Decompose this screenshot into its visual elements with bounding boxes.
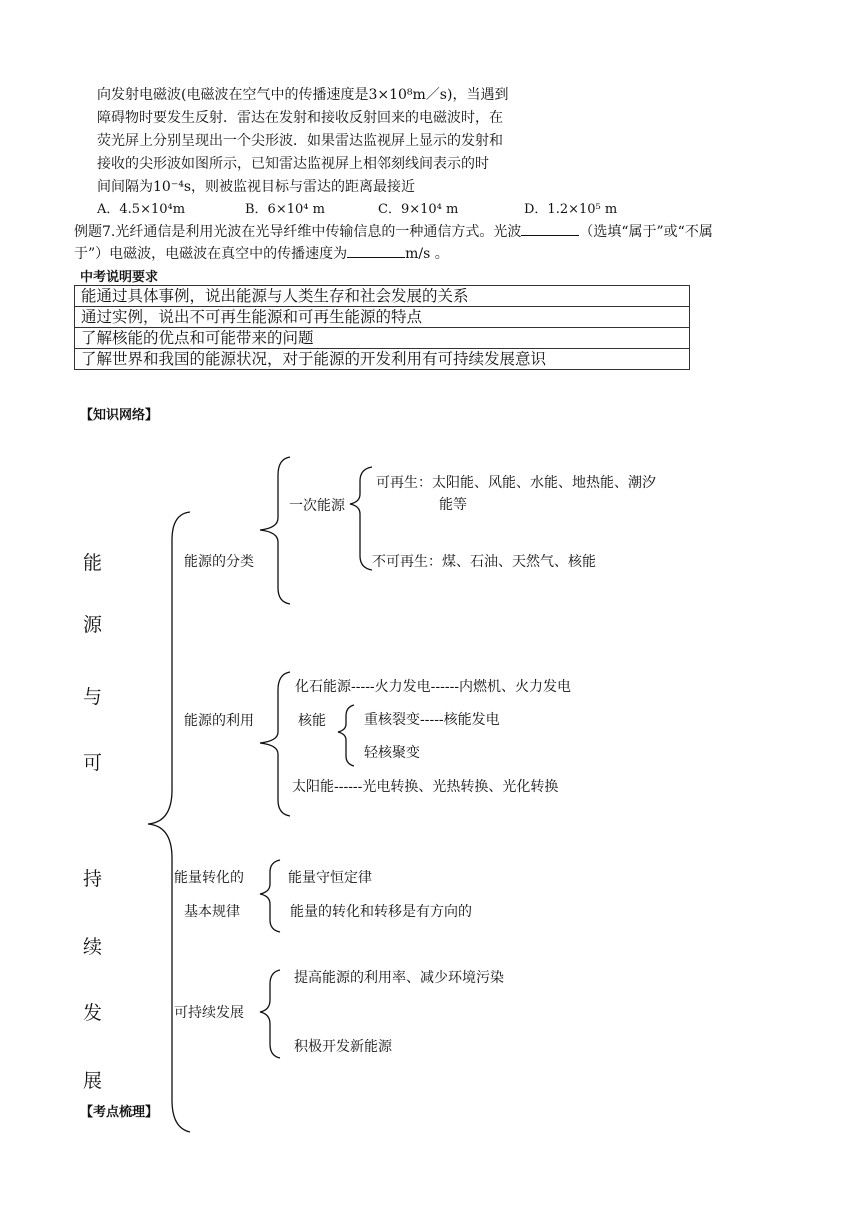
- fission-text: 重核裂变-----核能发电: [364, 712, 500, 728]
- root-brace: [148, 512, 190, 1132]
- direction-law-text: 能量的转化和转移是有方向的: [290, 904, 472, 920]
- root-char: 发: [83, 1002, 103, 1024]
- root-char: 源: [83, 614, 103, 636]
- requirement-cell: 了解世界和我国的能源状况，对于能源的开发利用有可持续发展意识: [75, 349, 690, 370]
- root-char: 能: [83, 552, 103, 574]
- sustainable-brace: [260, 970, 280, 1058]
- nonrenewable-text: 不可再生：煤、石油、天然气、核能: [372, 554, 596, 570]
- exam-points-heading: 【考点梳理】: [80, 1105, 159, 1120]
- fossil-energy-text: 化石能源-----火力发电------内燃机、火力发电: [295, 679, 572, 695]
- sustainable-label: 可持续发展: [174, 1005, 244, 1021]
- requirement-cell: 了解核能的优点和可能带来的问题: [75, 328, 690, 349]
- classification-brace: [260, 457, 290, 604]
- sustainable-item-1: 提高能源的利用率、减少环境污染: [294, 970, 504, 986]
- q6-option-c: C．9×10⁴ m: [378, 202, 459, 217]
- root-char: 续: [83, 936, 103, 958]
- root-char: 展: [83, 1070, 103, 1092]
- renewable-line-2: 能等: [439, 497, 467, 513]
- requirement-cell: 通过实例，说出不可再生能源和可再生能源的特点: [75, 307, 690, 328]
- q6-line-5: 间间隔为10⁻⁴s，则被监视目标与雷达的距离最接近: [97, 179, 415, 195]
- q7-text-1a: 例题7.光纤通信是利用光波在光导纤维中传输信息的一种通信方式。光波: [74, 224, 522, 240]
- q6-line-2: 障碍物时要发生反射．雷达在发射和接收反射回来的电磁波时，在: [97, 110, 503, 126]
- q6-line-1: 向发射电磁波(电磁波在空气中的传播速度是3×10⁸m／s)，当遇到: [97, 87, 509, 103]
- requirement-cell: 能通过具体事例，说出能源与人类生存和社会发展的关系: [75, 286, 690, 307]
- q6-option-b: B．6×10⁴ m: [245, 202, 325, 217]
- nuclear-label: 核能: [298, 713, 326, 729]
- q7-text-2b: m/s 。: [405, 246, 449, 262]
- q6-line-3: 荧光屏上分别呈现出一个尖形波．如果雷达监视屏上显示的发射和: [97, 133, 503, 149]
- fusion-text: 轻核聚变: [364, 745, 420, 761]
- conversion-label-1: 能量转化的: [174, 870, 244, 886]
- primary-energy-label: 一次能源: [289, 498, 345, 514]
- utilization-brace: [260, 672, 290, 816]
- q6-option-d: D．1.2×10⁵ m: [524, 202, 618, 217]
- q7-text-2a: 于”）电磁波，电磁波在真空中的传播速度为: [74, 246, 348, 262]
- sustainable-item-2: 积极开发新能源: [294, 1039, 392, 1055]
- renewable-line-1: 可再生：太阳能、风能、水能、地热能、潮汐: [376, 475, 656, 491]
- conversion-label-2: 基本规律: [184, 904, 240, 920]
- q6-line-4: 接收的尖形波如图所示，已知雷达监视屏上相邻刻线间表示的时: [97, 156, 489, 172]
- root-char: 可: [83, 752, 103, 774]
- root-char: 与: [83, 686, 103, 708]
- primary-brace: [350, 467, 372, 570]
- classification-label: 能源的分类: [184, 554, 254, 570]
- q7-text-1b: （选填“属于”或“不属: [579, 224, 713, 240]
- root-char: 持: [83, 868, 103, 890]
- conversion-brace: [260, 860, 280, 932]
- utilization-label: 能源的利用: [184, 713, 254, 729]
- knowledge-network-heading: 【知识网络】: [80, 408, 159, 423]
- solar-text: 太阳能------光电转换、光热转换、光化转换: [292, 779, 559, 795]
- q6-option-a: A．4.5×10⁴m: [97, 202, 186, 217]
- conservation-law-text: 能量守恒定律: [288, 870, 372, 886]
- requirements-heading: 中考说明要求: [80, 270, 159, 285]
- nuclear-brace: [338, 705, 354, 766]
